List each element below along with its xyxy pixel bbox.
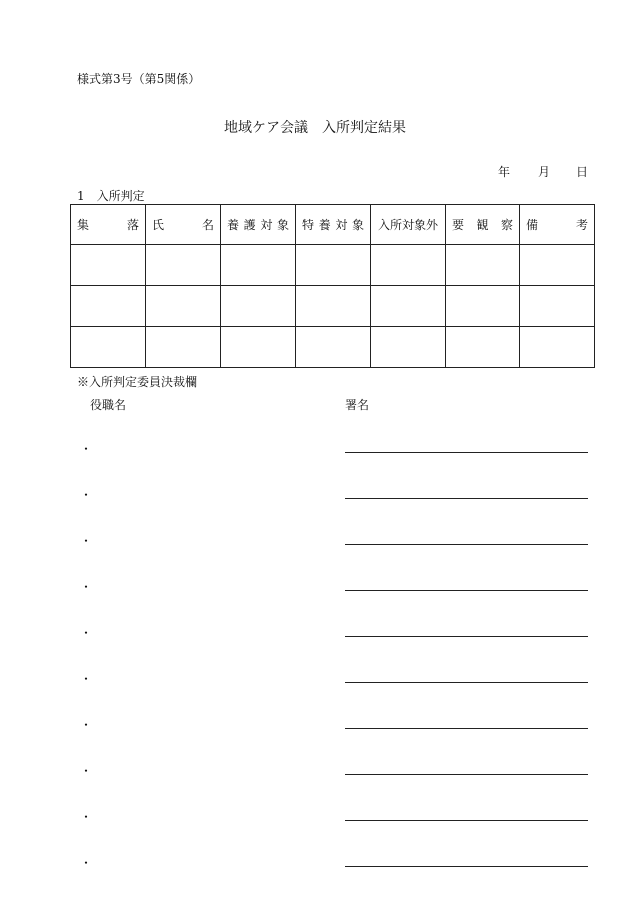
signature-row [0, 854, 630, 874]
signature-line[interactable] [345, 774, 588, 775]
header-char: 特 [302, 218, 315, 232]
role-bullet: ・ [80, 442, 93, 456]
table-cell[interactable] [296, 286, 371, 327]
table-header-row [71, 205, 595, 245]
header-char: 入所対象外 [377, 218, 438, 232]
signature-column-label: 署名 [345, 398, 370, 412]
table-cell[interactable] [296, 327, 371, 368]
judgement-result-table [70, 204, 595, 368]
signature-row [0, 532, 630, 552]
header-char: 養 [318, 218, 331, 232]
table-cell[interactable] [71, 327, 146, 368]
table-cell[interactable] [146, 245, 221, 286]
header-char: 護 [243, 218, 256, 232]
section-heading: 1 入所判定 [77, 189, 145, 203]
table-cell[interactable] [221, 245, 296, 286]
table-cell[interactable] [221, 327, 296, 368]
role-bullet: ・ [80, 488, 93, 502]
table-cell[interactable] [221, 286, 296, 327]
table-cell[interactable] [71, 245, 146, 286]
date-year-label: 年 [498, 165, 511, 179]
signature-row [0, 486, 630, 506]
committee-note: ※入所判定委員決裁欄 [77, 375, 198, 389]
form-number: 様式第3号（第5関係） [77, 72, 201, 86]
role-bullet: ・ [80, 810, 93, 824]
signature-row [0, 716, 630, 736]
table-cell[interactable] [520, 286, 595, 327]
table-row [71, 286, 595, 327]
header-char: 氏 [152, 218, 165, 232]
table-cell[interactable] [520, 327, 595, 368]
role-bullet: ・ [80, 718, 93, 732]
role-bullet: ・ [80, 534, 93, 548]
signature-row [0, 762, 630, 782]
header-observation [446, 205, 520, 245]
signature-row [0, 670, 630, 690]
header-char: 観 [476, 218, 489, 232]
header-char: 対 [335, 218, 348, 232]
signature-line[interactable] [345, 452, 588, 453]
table-cell[interactable] [296, 245, 371, 286]
header-remarks [520, 205, 595, 245]
role-bullet: ・ [80, 580, 93, 594]
table-cell[interactable] [371, 245, 446, 286]
signature-row [0, 624, 630, 644]
header-char: 対 [260, 218, 273, 232]
signature-line[interactable] [345, 682, 588, 683]
signature-line[interactable] [345, 498, 588, 499]
table-cell[interactable] [371, 327, 446, 368]
header-char: 要 [452, 218, 465, 232]
role-column-label: 役職名 [90, 398, 127, 412]
table-cell[interactable] [446, 245, 520, 286]
document-title: 地域ケア会議 入所判定結果 [224, 120, 406, 136]
header-char: 名 [201, 218, 214, 232]
table-cell[interactable] [520, 245, 595, 286]
signature-row [0, 578, 630, 598]
header-village [71, 205, 146, 245]
table-row [71, 327, 595, 368]
role-bullet: ・ [80, 856, 93, 870]
date-month-label: 月 [538, 165, 551, 179]
role-bullet: ・ [80, 764, 93, 778]
signature-line[interactable] [345, 728, 588, 729]
signature-line[interactable] [345, 590, 588, 591]
signature-row [0, 808, 630, 828]
table-cell[interactable] [146, 327, 221, 368]
signature-line[interactable] [345, 820, 588, 821]
table-cell[interactable] [446, 286, 520, 327]
header-char: 集 [77, 218, 90, 232]
header-char: 象 [351, 218, 364, 232]
header-nursing-care [221, 205, 296, 245]
table-cell[interactable] [446, 327, 520, 368]
date-day-label: 日 [576, 165, 589, 179]
header-char: 察 [500, 218, 513, 232]
signature-line[interactable] [345, 866, 588, 867]
header-name [146, 205, 221, 245]
header-char: 落 [126, 218, 139, 232]
role-bullet: ・ [80, 626, 93, 640]
role-bullet: ・ [80, 672, 93, 686]
header-char: 養 [227, 218, 240, 232]
table-cell[interactable] [146, 286, 221, 327]
header-not-eligible [371, 205, 446, 245]
signature-line[interactable] [345, 544, 588, 545]
header-char: 備 [526, 218, 539, 232]
table-cell[interactable] [371, 286, 446, 327]
table-row [71, 245, 595, 286]
header-char: 考 [575, 218, 588, 232]
header-char: 象 [276, 218, 289, 232]
signature-line[interactable] [345, 636, 588, 637]
header-special-nursing [296, 205, 371, 245]
table-cell[interactable] [71, 286, 146, 327]
signature-row [0, 440, 630, 460]
